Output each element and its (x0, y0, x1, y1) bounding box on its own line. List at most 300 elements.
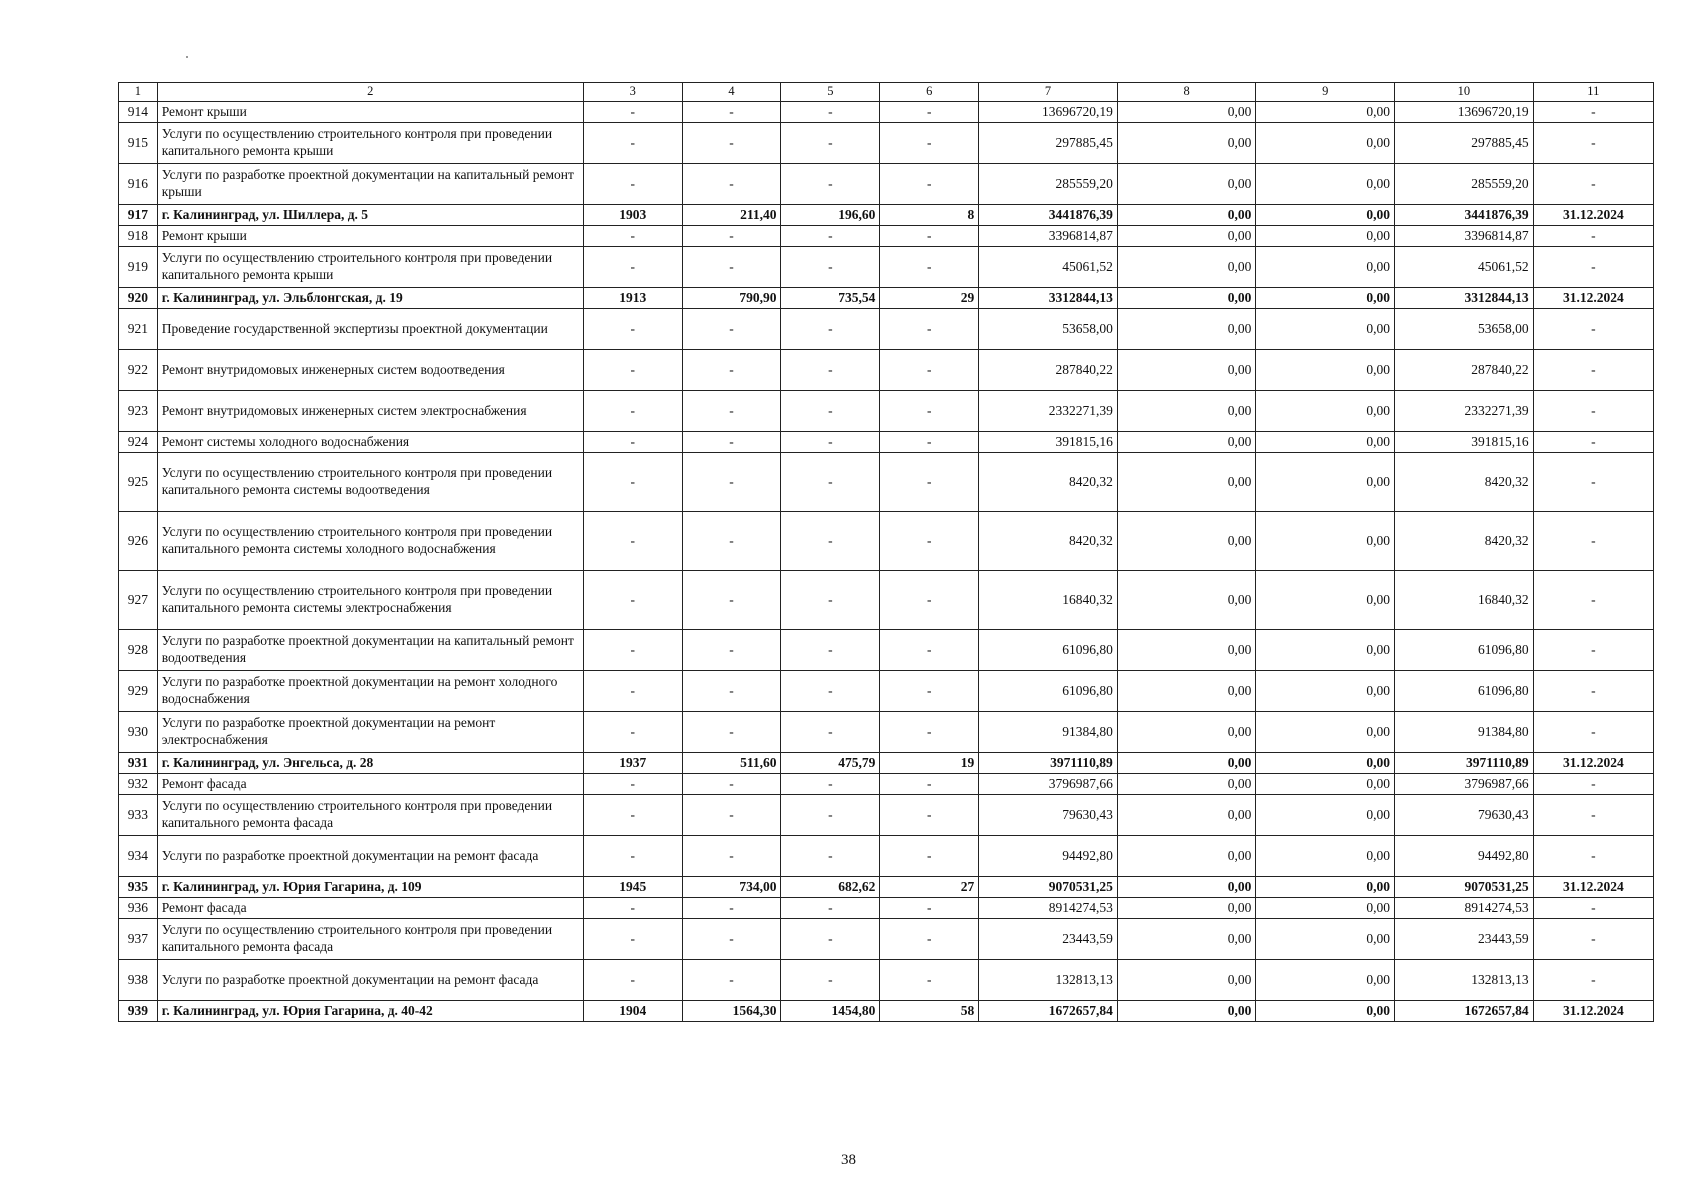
work-name-cell: Ремонт внутридомовых инженерных систем электроснабжения (157, 391, 583, 432)
cost-col9-cell: 0,00 (1256, 774, 1395, 795)
work-name-cell: г. Калининград, ул. Юрия Гагарина, д. 109 (157, 877, 583, 898)
cost-col9-cell: 0,00 (1256, 432, 1395, 453)
register-table (118, 82, 1654, 1022)
cost-col8-cell: 0,00 (1117, 350, 1256, 391)
work-name-cell: г. Калининград, ул. Эльблонгская, д. 19 (157, 288, 583, 309)
build-year-cell: - (583, 453, 682, 512)
table-row (119, 350, 1654, 391)
living-area-cell: - (781, 309, 880, 350)
table-row (119, 164, 1654, 205)
total-cost-cell: 3396814,87 (979, 226, 1118, 247)
total-cost-cell: 61096,80 (979, 671, 1118, 712)
deadline-cell: 31.12.2024 (1533, 877, 1653, 898)
cost-col10-cell: 287840,22 (1395, 350, 1534, 391)
residents-cell: 19 (880, 753, 979, 774)
table-row (119, 512, 1654, 571)
table-row (119, 123, 1654, 164)
cost-col8-cell: 0,00 (1117, 753, 1256, 774)
living-area-cell: - (781, 671, 880, 712)
build-year-cell: - (583, 512, 682, 571)
residents-cell: - (880, 960, 979, 1001)
column-number: 7 (979, 83, 1118, 102)
build-year-cell: - (583, 836, 682, 877)
residents-cell: 29 (880, 288, 979, 309)
living-area-cell: - (781, 960, 880, 1001)
register-body (119, 83, 1654, 1022)
total-area-cell: - (682, 919, 781, 960)
total-area-cell: 511,60 (682, 753, 781, 774)
residents-cell: 8 (880, 205, 979, 226)
row-number-cell: 915 (119, 123, 158, 164)
row-number-cell: 919 (119, 247, 158, 288)
cost-col10-cell: 132813,13 (1395, 960, 1534, 1001)
residents-cell: - (880, 391, 979, 432)
row-number-cell: 922 (119, 350, 158, 391)
register-sheet (118, 82, 1654, 1022)
build-year-cell: 1937 (583, 753, 682, 774)
living-area-cell: - (781, 432, 880, 453)
residents-cell: - (880, 453, 979, 512)
total-cost-cell: 8420,32 (979, 453, 1118, 512)
residents-cell: - (880, 512, 979, 571)
living-area-cell: - (781, 453, 880, 512)
total-cost-cell: 391815,16 (979, 432, 1118, 453)
address-row (119, 288, 1654, 309)
column-number: 8 (1117, 83, 1256, 102)
cost-col8-cell: 0,00 (1117, 571, 1256, 630)
total-cost-cell: 13696720,19 (979, 102, 1118, 123)
living-area-cell: 682,62 (781, 877, 880, 898)
row-number-cell: 937 (119, 919, 158, 960)
residents-cell: - (880, 795, 979, 836)
row-number-cell: 930 (119, 712, 158, 753)
deadline-cell: - (1533, 774, 1653, 795)
row-number-cell: 925 (119, 453, 158, 512)
living-area-cell: - (781, 102, 880, 123)
total-cost-cell: 1672657,84 (979, 1001, 1118, 1022)
cost-col9-cell: 0,00 (1256, 898, 1395, 919)
build-year-cell: - (583, 898, 682, 919)
residents-cell: - (880, 164, 979, 205)
deadline-cell: - (1533, 671, 1653, 712)
cost-col10-cell: 16840,32 (1395, 571, 1534, 630)
work-name-cell: Услуги по осуществлению строительного контроля при проведении капитального ремонта фасада (157, 919, 583, 960)
total-cost-cell: 61096,80 (979, 630, 1118, 671)
column-number-row (119, 83, 1654, 102)
row-number-cell: 927 (119, 571, 158, 630)
total-area-cell: 734,00 (682, 877, 781, 898)
build-year-cell: - (583, 123, 682, 164)
total-cost-cell: 8914274,53 (979, 898, 1118, 919)
living-area-cell: 1454,80 (781, 1001, 880, 1022)
work-name-cell: Услуги по осуществлению строительного контроля при проведении капитального ремонта системы холодного водоснабжения (157, 512, 583, 571)
row-number-cell: 924 (119, 432, 158, 453)
total-cost-cell: 3971110,89 (979, 753, 1118, 774)
total-area-cell: - (682, 795, 781, 836)
work-name-cell: Ремонт крыши (157, 102, 583, 123)
living-area-cell: - (781, 630, 880, 671)
deadline-cell: - (1533, 898, 1653, 919)
cost-col10-cell: 3971110,89 (1395, 753, 1534, 774)
living-area-cell: - (781, 247, 880, 288)
work-name-cell: Услуги по разработке проектной документации на ремонт электроснабжения (157, 712, 583, 753)
residents-cell: - (880, 432, 979, 453)
page-number: 38 (841, 1152, 856, 1168)
residents-cell: - (880, 309, 979, 350)
cost-col8-cell: 0,00 (1117, 795, 1256, 836)
cost-col10-cell: 297885,45 (1395, 123, 1534, 164)
table-row (119, 630, 1654, 671)
cost-col9-cell: 0,00 (1256, 712, 1395, 753)
cost-col8-cell: 0,00 (1117, 774, 1256, 795)
cost-col9-cell: 0,00 (1256, 350, 1395, 391)
work-name-cell: Услуги по осуществлению строительного контроля при проведении капитального ремонта крыши (157, 123, 583, 164)
residents-cell: - (880, 919, 979, 960)
residents-cell: - (880, 671, 979, 712)
residents-cell: - (880, 247, 979, 288)
row-number-cell: 926 (119, 512, 158, 571)
column-number: 4 (682, 83, 781, 102)
deadline-cell: - (1533, 350, 1653, 391)
cost-col8-cell: 0,00 (1117, 630, 1256, 671)
deadline-cell: - (1533, 247, 1653, 288)
work-name-cell: Услуги по осуществлению строительного контроля при проведении капитального ремонта крыши (157, 247, 583, 288)
total-area-cell: - (682, 571, 781, 630)
table-row (119, 226, 1654, 247)
table-row (119, 309, 1654, 350)
total-area-cell: - (682, 960, 781, 1001)
table-row (119, 432, 1654, 453)
cost-col9-cell: 0,00 (1256, 226, 1395, 247)
cost-col8-cell: 0,00 (1117, 247, 1256, 288)
cost-col10-cell: 285559,20 (1395, 164, 1534, 205)
living-area-cell: - (781, 898, 880, 919)
cost-col10-cell: 23443,59 (1395, 919, 1534, 960)
cost-col10-cell: 53658,00 (1395, 309, 1534, 350)
work-name-cell: Услуги по осуществлению строительного контроля при проведении капитального ремонта системы электроснабжения (157, 571, 583, 630)
cost-col9-cell: 0,00 (1256, 753, 1395, 774)
deadline-cell: - (1533, 960, 1653, 1001)
cost-col9-cell: 0,00 (1256, 512, 1395, 571)
row-number-cell: 928 (119, 630, 158, 671)
cost-col8-cell: 0,00 (1117, 712, 1256, 753)
cost-col9-cell: 0,00 (1256, 571, 1395, 630)
total-area-cell: - (682, 712, 781, 753)
row-number-cell: 935 (119, 877, 158, 898)
residents-cell: - (880, 774, 979, 795)
total-area-cell: 211,40 (682, 205, 781, 226)
address-row (119, 753, 1654, 774)
residents-cell: - (880, 226, 979, 247)
living-area-cell: - (781, 919, 880, 960)
table-row (119, 391, 1654, 432)
address-row (119, 205, 1654, 226)
cost-col10-cell: 1672657,84 (1395, 1001, 1534, 1022)
work-name-cell: г. Калининград, ул. Юрия Гагарина, д. 40-42 (157, 1001, 583, 1022)
living-area-cell: - (781, 164, 880, 205)
cost-col10-cell: 2332271,39 (1395, 391, 1534, 432)
row-number-cell: 916 (119, 164, 158, 205)
living-area-cell: - (781, 571, 880, 630)
living-area-cell: - (781, 226, 880, 247)
total-cost-cell: 79630,43 (979, 795, 1118, 836)
total-area-cell: 1564,30 (682, 1001, 781, 1022)
work-name-cell: Ремонт фасада (157, 774, 583, 795)
work-name-cell: Проведение государственной экспертизы проектной документации (157, 309, 583, 350)
table-row (119, 919, 1654, 960)
cost-col10-cell: 9070531,25 (1395, 877, 1534, 898)
total-area-cell: - (682, 432, 781, 453)
residents-cell: 58 (880, 1001, 979, 1022)
table-row (119, 712, 1654, 753)
cost-col9-cell: 0,00 (1256, 919, 1395, 960)
cost-col10-cell: 8420,32 (1395, 512, 1534, 571)
cost-col10-cell: 8420,32 (1395, 453, 1534, 512)
column-number: 10 (1395, 83, 1534, 102)
deadline-cell: - (1533, 226, 1653, 247)
table-row (119, 774, 1654, 795)
residents-cell: - (880, 898, 979, 919)
build-year-cell: - (583, 630, 682, 671)
total-cost-cell: 8420,32 (979, 512, 1118, 571)
total-area-cell: 790,90 (682, 288, 781, 309)
cost-col8-cell: 0,00 (1117, 164, 1256, 205)
build-year-cell: - (583, 919, 682, 960)
total-cost-cell: 2332271,39 (979, 391, 1118, 432)
cost-col9-cell: 0,00 (1256, 205, 1395, 226)
living-area-cell: - (781, 774, 880, 795)
total-area-cell: - (682, 630, 781, 671)
cost-col10-cell: 61096,80 (1395, 630, 1534, 671)
total-cost-cell: 3312844,13 (979, 288, 1118, 309)
cost-col8-cell: 0,00 (1117, 836, 1256, 877)
cost-col10-cell: 3396814,87 (1395, 226, 1534, 247)
row-number-cell: 918 (119, 226, 158, 247)
residents-cell: - (880, 630, 979, 671)
living-area-cell: 735,54 (781, 288, 880, 309)
deadline-cell: - (1533, 571, 1653, 630)
table-row (119, 571, 1654, 630)
row-number-cell: 921 (119, 309, 158, 350)
total-cost-cell: 287840,22 (979, 350, 1118, 391)
cost-col8-cell: 0,00 (1117, 960, 1256, 1001)
row-number-cell: 929 (119, 671, 158, 712)
cost-col9-cell: 0,00 (1256, 288, 1395, 309)
cost-col10-cell: 94492,80 (1395, 836, 1534, 877)
cost-col9-cell: 0,00 (1256, 960, 1395, 1001)
cost-col8-cell: 0,00 (1117, 877, 1256, 898)
row-number-cell: 917 (119, 205, 158, 226)
total-cost-cell: 132813,13 (979, 960, 1118, 1001)
living-area-cell: - (781, 350, 880, 391)
work-name-cell: Услуги по разработке проектной документации на ремонт фасада (157, 960, 583, 1001)
build-year-cell: 1945 (583, 877, 682, 898)
total-cost-cell: 94492,80 (979, 836, 1118, 877)
total-cost-cell: 23443,59 (979, 919, 1118, 960)
cost-col8-cell: 0,00 (1117, 226, 1256, 247)
table-row (119, 453, 1654, 512)
cost-col8-cell: 0,00 (1117, 288, 1256, 309)
work-name-cell: Ремонт внутридомовых инженерных систем водоотведения (157, 350, 583, 391)
build-year-cell: 1913 (583, 288, 682, 309)
row-number-cell: 931 (119, 753, 158, 774)
deadline-cell: 31.12.2024 (1533, 288, 1653, 309)
cost-col10-cell: 391815,16 (1395, 432, 1534, 453)
cost-col10-cell: 45061,52 (1395, 247, 1534, 288)
build-year-cell: - (583, 102, 682, 123)
total-cost-cell: 297885,45 (979, 123, 1118, 164)
total-cost-cell: 3796987,66 (979, 774, 1118, 795)
cost-col10-cell: 3796987,66 (1395, 774, 1534, 795)
work-name-cell: Услуги по разработке проектной документации на капитальный ремонт крыши (157, 164, 583, 205)
build-year-cell: - (583, 164, 682, 205)
total-area-cell: - (682, 512, 781, 571)
deadline-cell: 31.12.2024 (1533, 1001, 1653, 1022)
table-row (119, 247, 1654, 288)
column-number: 3 (583, 83, 682, 102)
table-row (119, 898, 1654, 919)
total-area-cell: - (682, 774, 781, 795)
cost-col9-cell: 0,00 (1256, 836, 1395, 877)
deadline-cell: - (1533, 432, 1653, 453)
residents-cell: - (880, 571, 979, 630)
build-year-cell: - (583, 309, 682, 350)
build-year-cell: - (583, 571, 682, 630)
living-area-cell: - (781, 391, 880, 432)
build-year-cell: 1903 (583, 205, 682, 226)
address-row (119, 1001, 1654, 1022)
row-number-cell: 920 (119, 288, 158, 309)
cost-col10-cell: 3312844,13 (1395, 288, 1534, 309)
row-number-cell: 933 (119, 795, 158, 836)
build-year-cell: - (583, 795, 682, 836)
deadline-cell: - (1533, 630, 1653, 671)
cost-col9-cell: 0,00 (1256, 247, 1395, 288)
residents-cell: - (880, 102, 979, 123)
cost-col8-cell: 0,00 (1117, 205, 1256, 226)
living-area-cell: - (781, 795, 880, 836)
build-year-cell: - (583, 960, 682, 1001)
cost-col8-cell: 0,00 (1117, 123, 1256, 164)
column-number: 6 (880, 83, 979, 102)
cost-col9-cell: 0,00 (1256, 795, 1395, 836)
column-number: 5 (781, 83, 880, 102)
residents-cell: - (880, 836, 979, 877)
cost-col8-cell: 0,00 (1117, 102, 1256, 123)
work-name-cell: Услуги по разработке проектной документации на капитальный ремонт водоотведения (157, 630, 583, 671)
living-area-cell: 475,79 (781, 753, 880, 774)
total-cost-cell: 3441876,39 (979, 205, 1118, 226)
cost-col9-cell: 0,00 (1256, 391, 1395, 432)
build-year-cell: - (583, 247, 682, 288)
address-row (119, 877, 1654, 898)
build-year-cell: - (583, 712, 682, 753)
total-cost-cell: 9070531,25 (979, 877, 1118, 898)
row-number-cell: 914 (119, 102, 158, 123)
work-name-cell: г. Калининград, ул. Энгельса, д. 28 (157, 753, 583, 774)
cost-col8-cell: 0,00 (1117, 391, 1256, 432)
column-number: 2 (157, 83, 583, 102)
living-area-cell: - (781, 836, 880, 877)
deadline-cell: - (1533, 391, 1653, 432)
cost-col9-cell: 0,00 (1256, 309, 1395, 350)
total-cost-cell: 45061,52 (979, 247, 1118, 288)
deadline-cell: - (1533, 919, 1653, 960)
row-number-cell: 923 (119, 391, 158, 432)
total-area-cell: - (682, 671, 781, 712)
cost-col10-cell: 13696720,19 (1395, 102, 1534, 123)
cost-col8-cell: 0,00 (1117, 453, 1256, 512)
table-row (119, 671, 1654, 712)
total-cost-cell: 16840,32 (979, 571, 1118, 630)
deadline-cell: - (1533, 123, 1653, 164)
work-name-cell: Ремонт крыши (157, 226, 583, 247)
row-number-cell: 938 (119, 960, 158, 1001)
cost-col8-cell: 0,00 (1117, 898, 1256, 919)
work-name-cell: Ремонт фасада (157, 898, 583, 919)
build-year-cell: - (583, 432, 682, 453)
cost-col9-cell: 0,00 (1256, 630, 1395, 671)
cost-col8-cell: 0,00 (1117, 919, 1256, 960)
total-area-cell: - (682, 350, 781, 391)
living-area-cell: 196,60 (781, 205, 880, 226)
cost-col10-cell: 91384,80 (1395, 712, 1534, 753)
deadline-cell: - (1533, 164, 1653, 205)
build-year-cell: - (583, 671, 682, 712)
column-number: 11 (1533, 83, 1653, 102)
deadline-cell: - (1533, 309, 1653, 350)
total-area-cell: - (682, 226, 781, 247)
deadline-cell: - (1533, 453, 1653, 512)
table-row (119, 795, 1654, 836)
total-area-cell: - (682, 391, 781, 432)
work-name-cell: Услуги по осуществлению строительного контроля при проведении капитального ремонта системы водоотведения (157, 453, 583, 512)
total-area-cell: - (682, 836, 781, 877)
cost-col9-cell: 0,00 (1256, 1001, 1395, 1022)
cost-col9-cell: 0,00 (1256, 164, 1395, 205)
work-name-cell: Ремонт системы холодного водоснабжения (157, 432, 583, 453)
row-number-cell: 939 (119, 1001, 158, 1022)
living-area-cell: - (781, 123, 880, 164)
deadline-cell: - (1533, 512, 1653, 571)
build-year-cell: - (583, 350, 682, 391)
work-name-cell: Услуги по осуществлению строительного контроля при проведении капитального ремонта фасада (157, 795, 583, 836)
residents-cell: - (880, 123, 979, 164)
living-area-cell: - (781, 512, 880, 571)
table-row (119, 960, 1654, 1001)
living-area-cell: - (781, 712, 880, 753)
total-area-cell: - (682, 102, 781, 123)
deadline-cell: - (1533, 795, 1653, 836)
cost-col9-cell: 0,00 (1256, 671, 1395, 712)
row-number-cell: 936 (119, 898, 158, 919)
total-area-cell: - (682, 453, 781, 512)
work-name-cell: Услуги по разработке проектной документации на ремонт фасада (157, 836, 583, 877)
work-name-cell: Услуги по разработке проектной документации на ремонт холодного водоснабжения (157, 671, 583, 712)
cost-col8-cell: 0,00 (1117, 671, 1256, 712)
deadline-cell: 31.12.2024 (1533, 753, 1653, 774)
residents-cell: - (880, 712, 979, 753)
total-area-cell: - (682, 164, 781, 205)
build-year-cell: - (583, 226, 682, 247)
table-row (119, 102, 1654, 123)
build-year-cell: - (583, 774, 682, 795)
cost-col9-cell: 0,00 (1256, 877, 1395, 898)
scan-speck (186, 56, 188, 58)
build-year-cell: - (583, 391, 682, 432)
column-number: 9 (1256, 83, 1395, 102)
residents-cell: - (880, 350, 979, 391)
